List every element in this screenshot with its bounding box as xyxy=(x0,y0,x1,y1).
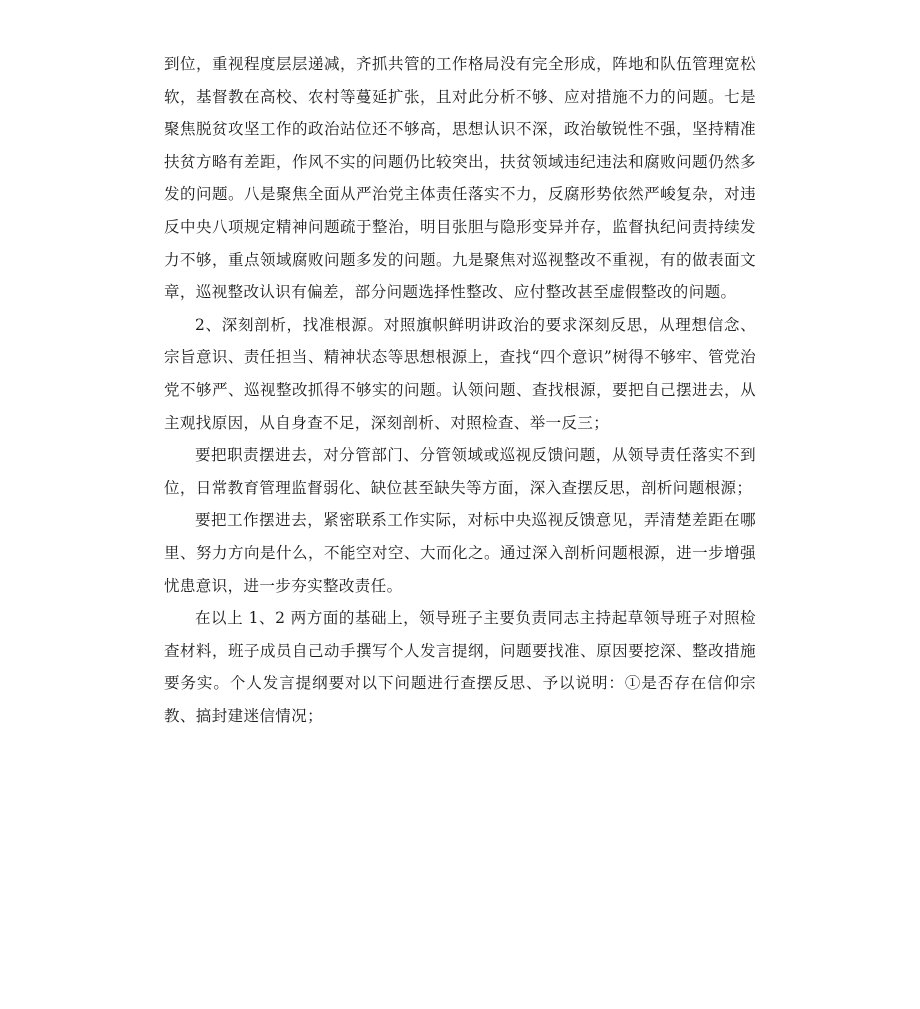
paragraph-1: 到位，重视程度层层递减，齐抓共管的工作格局没有完全形成，阵地和队伍管理宽松软，基督教在高校、农村等蔓延扩张，且对此分析不够、应对措施不力的问题。七是聚焦脱贫攻坚工作的政治站位还不够高，思想认识不深，政治敏锐性不强，坚持精准扶贫方略有差距，作风不实的问题仍比较突出，扶贫领域违纪违法和腐败问题仍然多发的问题。八是聚焦全面从严治党主体责任落实不力，反腐形势依然严峻复杂，对违反中央八项规定精神问题疏于整治，明目张胆与隐形变异并存，监督执纪问责持续发力不够，重点领域腐败问题多发的问题。九是聚焦对巡视整改不重视，有的做表面文章，巡视整改认识有偏差，部分问题选择性整改、应付整改甚至虚假整改的问题。 xyxy=(164,55,756,302)
paragraph-3: 要把职责摆进去，对分管部门、分管领域或巡视反馈问题，从领导责任落实不到位，日常教育管理监督弱化、缺位甚至缺失等方面，深入查摆反思，剖析问题根源； xyxy=(164,446,756,497)
paragraph-2: 2、深刻剖析，找准根源。对照旗帜鲜明讲政治的要求深刻反思，从理想信念、宗旨意识、责任担当、精神状态等思想根源上，查找“四个意识”树得不够牢、管党治党不够严、巡视整改抓得不够实的问题。认领问题、查找根源，要把自己摆进去，从主观找原因，从自身查不足，深刻剖析、对照检查、举一反三； xyxy=(164,315,756,432)
paragraph-5: 在以上 1、2 两方面的基础上，领导班子主要负责同志主持起草领导班子对照检查材料，班子成员自己动手撰写个人发言提纲，问题要找准、原因要挖深、整改措施要务实。个人发言提纲要对以下问题进行查摆反思、予以说明：①是否存在信仰宗教、搞封建迷信情况； xyxy=(164,609,756,725)
document-body xyxy=(164,48,756,732)
paragraph-4: 要把工作摆进去，紧密联系工作实际，对标中央巡视反馈意见，弄清楚差距在哪里、努力方向是什么，不能空对空、大而化之。通过深入剖析问题根源，进一步增强忧患意识，进一步夯实整改责任。 xyxy=(164,511,756,595)
